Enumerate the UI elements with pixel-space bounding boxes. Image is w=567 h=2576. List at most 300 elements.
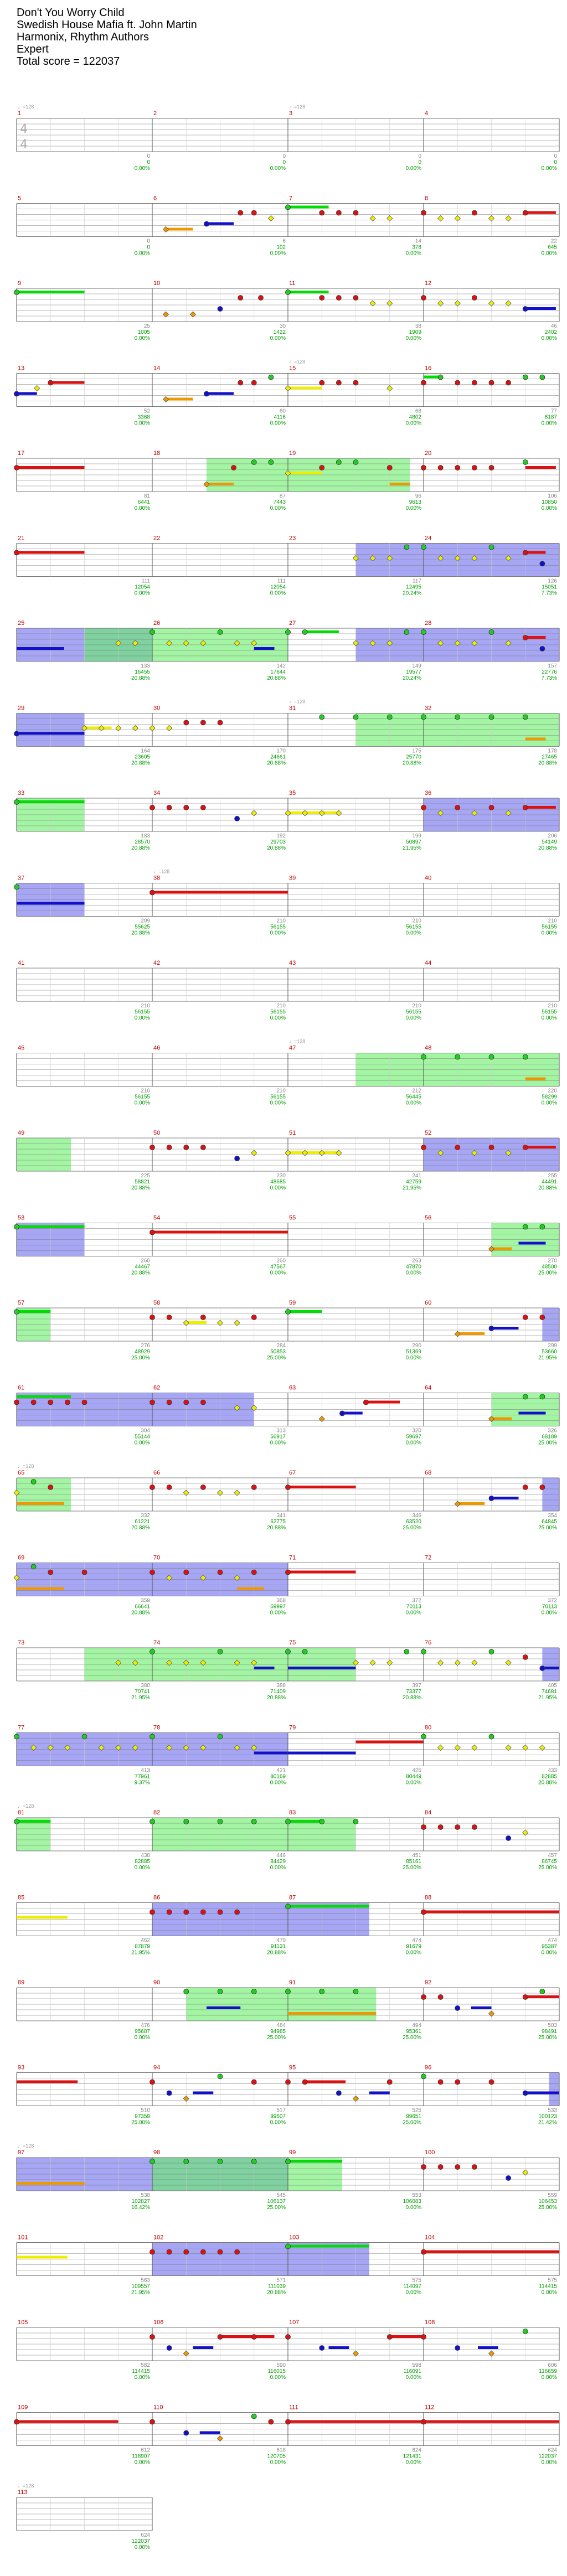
sustain-trail [17, 647, 64, 650]
measure-percent: 25.00% [267, 1355, 286, 1361]
sustain-trail [237, 1587, 264, 1590]
measure-percent: 0.00% [134, 165, 150, 172]
note-gem [387, 216, 393, 221]
note-gem [302, 810, 308, 816]
measure-score: 63520 [406, 1519, 421, 1525]
measure-percent: 20.88% [267, 675, 286, 681]
measure-51 [285, 1138, 424, 1171]
sustain-trail [492, 1418, 512, 1420]
note-gem [286, 1570, 291, 1575]
measure-score: 99607 [270, 2113, 286, 2120]
sustain-trail [288, 206, 329, 209]
sustain-trail [288, 2420, 424, 2423]
combo-count: 332 [141, 1513, 150, 1519]
measure-58 [150, 1308, 288, 1341]
measure-2 [152, 118, 288, 152]
note-gem [234, 1490, 240, 1496]
measure-percent: 0.00% [134, 1440, 150, 1446]
measure-number: 56 [425, 1214, 432, 1222]
note-gem [421, 1734, 426, 1739]
note-gem [167, 805, 172, 810]
note-gem [523, 1224, 528, 1229]
measure-110 [150, 2413, 288, 2446]
note-gem [336, 210, 341, 215]
combo-count: 175 [412, 748, 421, 754]
note-gem [370, 301, 375, 306]
measure-104 [421, 2243, 560, 2276]
measure-score: 95387 [542, 1943, 557, 1950]
combo-count: 525 [412, 2107, 421, 2114]
combo-count: 538 [141, 2192, 150, 2199]
measure-29 [14, 713, 153, 747]
measure-number: 91 [289, 1979, 296, 1986]
measure-score: 116015 [267, 2368, 286, 2375]
combo-count: 299 [548, 1343, 557, 1349]
sustain-trail [288, 1486, 356, 1488]
measure-percent: 21.95% [538, 1695, 557, 1701]
note-gem [455, 2346, 460, 2351]
note-gem [353, 2351, 359, 2356]
measure-score: 1422 [273, 329, 286, 335]
measure-percent: 20.88% [267, 760, 286, 767]
measure-score: 44491 [542, 1179, 557, 1185]
note-gem [489, 465, 494, 470]
sustain-trail [525, 806, 556, 809]
measure-number: 65 [18, 1470, 25, 1476]
song-artist: Swedish House Mafia ft. John Martin [17, 19, 197, 31]
measure-101 [17, 2243, 152, 2276]
combo-count: 624 [141, 2532, 150, 2538]
measure-44 [424, 968, 559, 1001]
measure-73 [17, 1648, 152, 1681]
measure-percent: 0.00% [541, 930, 557, 937]
measure-percent: 0.00% [541, 505, 557, 511]
tempo-marker: ♩=128 [18, 104, 34, 110]
note-gem [455, 1331, 460, 1337]
measure-77 [14, 1733, 153, 1766]
note-gem [285, 1150, 291, 1156]
combo-count: 0 [147, 153, 150, 159]
note-gem [421, 1145, 426, 1150]
note-gem [523, 307, 528, 312]
note-gem [539, 1745, 545, 1751]
note-gem [286, 2244, 291, 2249]
measure-42 [152, 968, 288, 1001]
note-gem [251, 2335, 256, 2340]
note-gem [523, 1830, 528, 1835]
measure-percent: 0.00% [134, 505, 150, 511]
measure-score: 74681 [542, 1689, 557, 1695]
tempo-marker: ♩=128 [289, 699, 306, 705]
measure-number: 45 [18, 1044, 25, 1052]
note-gem [65, 1400, 70, 1405]
measure-score: 84429 [270, 1859, 286, 1865]
measure-96 [421, 2073, 560, 2106]
note-gem [421, 545, 426, 550]
note-gem [14, 884, 19, 889]
sustain-trail [525, 2092, 559, 2094]
combo-count: 326 [548, 1427, 557, 1434]
note-gem [540, 1485, 545, 1490]
measure-percent: 25.00% [403, 2035, 421, 2041]
measure-64 [424, 1393, 559, 1426]
measure-percent: 0.00% [270, 1610, 286, 1616]
measure-score: 87879 [135, 1943, 150, 1950]
measure-number: 67 [289, 1470, 296, 1476]
note-gem [353, 296, 358, 301]
measure-score: 22776 [542, 669, 557, 675]
note-gem [238, 380, 243, 385]
measure-57 [14, 1308, 153, 1341]
measure-106 [150, 2327, 288, 2361]
measure-50 [150, 1138, 288, 1171]
measure-percent: 20.88% [267, 1949, 286, 1956]
combo-count: 618 [276, 2447, 286, 2454]
measure-percent: 20.88% [131, 1270, 150, 1276]
note-gem [523, 550, 528, 555]
note-gem [523, 1655, 528, 1660]
measure-percent: 20.88% [538, 845, 557, 851]
note-gem [48, 1400, 53, 1405]
note-gem [251, 1819, 256, 1824]
note-gem [489, 805, 494, 810]
note-gem [421, 380, 426, 385]
measure-percent: 20.88% [538, 1185, 557, 1191]
combo-count: 164 [141, 748, 150, 754]
note-gem [387, 1660, 393, 1665]
note-gem [455, 715, 460, 720]
combo-count: 304 [141, 1427, 150, 1434]
measure-percent: 0.00% [541, 2375, 557, 2381]
note-gem [540, 1224, 545, 1229]
sustain-trail [390, 2335, 424, 2338]
note-gem [523, 635, 528, 640]
measure-score: 69997 [270, 1603, 286, 1610]
note-gem [523, 715, 528, 720]
note-gem [251, 2159, 256, 2164]
note-gem [523, 460, 528, 465]
measure-score: 0 [282, 159, 286, 165]
measure-score: 80449 [406, 1773, 421, 1780]
measure-82 [150, 1818, 288, 1851]
measure-score: 0 [147, 244, 150, 251]
combo-count: 413 [141, 1767, 150, 1774]
measure-score: 94985 [270, 2029, 286, 2035]
note-gem [218, 720, 223, 725]
combo-count: 22 [550, 238, 557, 245]
note-gem [523, 210, 528, 215]
note-gem [31, 1480, 36, 1484]
measure-percent: 0.00% [405, 1015, 421, 1021]
note-gem [269, 375, 274, 380]
measure-number: 48 [425, 1044, 432, 1052]
note-gem [336, 1150, 342, 1156]
note-gem [150, 1230, 155, 1235]
measure-number: 16 [425, 365, 432, 372]
measure-percent: 0.00% [270, 250, 286, 257]
measure-score: 54149 [542, 839, 557, 845]
note-gem [200, 805, 205, 810]
note-gem [99, 726, 104, 731]
note-gem [404, 630, 409, 635]
note-gem [200, 1145, 205, 1150]
combo-count: 225 [141, 1173, 150, 1179]
combo-count: 553 [412, 2192, 421, 2199]
sustain-trail [50, 381, 84, 384]
measure-number: 17 [18, 450, 25, 457]
sustain-trail [471, 2006, 492, 2009]
note-gem [14, 2419, 19, 2424]
measure-number: 74 [153, 1639, 161, 1646]
measure-percent: 20.88% [131, 675, 150, 681]
note-gem [302, 1150, 308, 1156]
note-gem [421, 805, 426, 810]
measure-percent: 25.00% [538, 2035, 557, 2041]
measure-54 [150, 1223, 288, 1256]
measure-percent: 25.00% [403, 2119, 421, 2126]
note-gem [387, 301, 393, 306]
note-gem [286, 1310, 291, 1315]
note-gem [286, 2419, 291, 2424]
note-gem [455, 2006, 460, 2011]
measure-number: 77 [18, 1724, 25, 1731]
note-gem [286, 290, 291, 295]
measure-38 [150, 883, 288, 917]
sustain-trail [288, 1752, 356, 1755]
measure-score: 28570 [135, 839, 150, 845]
combo-count: 372 [412, 1597, 421, 1604]
measure-72 [424, 1563, 559, 1596]
note-gem [489, 1326, 494, 1331]
note-gem [218, 2159, 223, 2164]
measure-percent: 25.00% [403, 1525, 421, 1531]
note-gem [455, 1501, 460, 1507]
sustain-trail [366, 1401, 400, 1404]
measure-percent: 20.24% [403, 590, 421, 597]
measure-score: 97359 [135, 2113, 150, 2120]
note-gem [204, 221, 209, 226]
measure-5 [17, 204, 152, 237]
measure-score: 50853 [270, 1349, 286, 1355]
measure-percent: 0.00% [405, 1355, 421, 1361]
measure-12 [421, 288, 560, 322]
combo-count: 60 [279, 408, 286, 415]
measure-113 [17, 2497, 152, 2531]
note-gem [387, 386, 393, 391]
measure-percent: 16.42% [131, 2205, 150, 2211]
measure-84 [421, 1818, 560, 1851]
note-gem [251, 1150, 257, 1156]
combo-count: 68 [415, 408, 421, 415]
measure-number: 69 [18, 1554, 25, 1561]
note-gem [167, 1145, 172, 1150]
measure-number: 105 [18, 2319, 28, 2326]
measure-number: 15 [289, 365, 296, 372]
note-gem [336, 296, 341, 301]
measure-30 [150, 713, 288, 747]
measure-number: 84 [425, 1809, 432, 1816]
measure-percent: 0.00% [134, 1100, 150, 1106]
measure-score: 62775 [270, 1519, 286, 1525]
measure-score: 15051 [542, 584, 557, 591]
measure-score: 114097 [403, 2283, 421, 2290]
combo-count: 284 [276, 1343, 286, 1349]
measure-91 [286, 1988, 424, 2021]
measure-number: 52 [425, 1130, 432, 1136]
combo-count: 503 [548, 2022, 557, 2029]
measure-percent: 0.00% [270, 930, 286, 937]
sustain-trail [305, 630, 339, 633]
note-gem [523, 2170, 528, 2175]
measure-score: 56155 [135, 1094, 150, 1100]
measure-score: 109557 [131, 2283, 150, 2290]
measure-17 [14, 458, 153, 492]
note-gem [489, 1734, 494, 1739]
measure-percent: 0.00% [405, 250, 421, 257]
sustain-trail [305, 2081, 346, 2083]
measure-49 [17, 1138, 152, 1171]
note-gem [31, 1400, 36, 1405]
note-gem [387, 2335, 392, 2340]
measure-score: 16455 [135, 669, 150, 675]
measure-24 [421, 544, 560, 577]
measure-score: 116659 [539, 2368, 557, 2375]
combo-count: 183 [141, 833, 150, 839]
measure-score: 102827 [131, 2199, 150, 2205]
note-gem [455, 216, 460, 221]
note-gem [353, 1819, 358, 1824]
combo-count: 199 [412, 833, 421, 839]
combo-count: 52 [143, 408, 150, 415]
sustain-trail [186, 1321, 207, 1324]
combo-count: 276 [141, 1343, 150, 1349]
note-gem [48, 1570, 53, 1575]
measure-percent: 25.00% [267, 2035, 286, 2041]
combo-count: 405 [548, 1683, 557, 1689]
note-gem [523, 2091, 528, 2096]
measure-number: 97 [18, 2149, 25, 2156]
measure-number: 57 [18, 1300, 25, 1306]
note-gem [150, 1315, 155, 1320]
measure-number: 31 [289, 705, 296, 712]
measure-40 [424, 883, 559, 917]
note-gem [319, 210, 324, 215]
note-gem [184, 1570, 189, 1575]
measure-number: 92 [425, 1979, 432, 1986]
sustain-trail [288, 291, 329, 293]
note-gem [438, 1825, 443, 1830]
measure-score: 56917 [270, 1434, 286, 1440]
measure-percent: 20.88% [131, 1610, 150, 1616]
combo-count: 368 [276, 1597, 286, 1604]
measure-number: 47 [289, 1044, 296, 1052]
measure-percent: 25.00% [538, 1525, 557, 1531]
measure-number: 76 [425, 1639, 432, 1646]
note-gem [438, 1995, 443, 2000]
sustain-trail [288, 2160, 342, 2163]
time-signature-top: 4 [20, 122, 28, 136]
measure-number: 13 [18, 365, 25, 372]
measure-score: 27465 [542, 754, 557, 761]
measure-percent: 20.88% [267, 845, 286, 851]
measure-score: 55625 [135, 924, 150, 930]
measure-18 [152, 458, 288, 492]
note-gem [523, 1394, 528, 1399]
note-gem [218, 1910, 223, 1915]
measure-percent: 0.00% [405, 335, 421, 342]
combo-count: 14 [415, 238, 421, 245]
measure-number: 85 [18, 1894, 25, 1901]
note-gem [251, 380, 256, 385]
note-gem [251, 2414, 256, 2419]
note-gem [251, 1315, 256, 1320]
note-gem [218, 1490, 223, 1496]
sustain-trail [525, 1146, 556, 1149]
note-gem [540, 1666, 545, 1671]
sustain-trail [519, 1242, 546, 1245]
measure-percent: 0.00% [405, 2289, 421, 2296]
measure-number: 50 [153, 1130, 161, 1136]
sustain-trail [329, 2346, 349, 2349]
measure-76 [421, 1648, 560, 1681]
measure-number: 44 [425, 960, 432, 966]
note-gem [336, 380, 341, 385]
measure-percent: 0.00% [405, 1100, 421, 1106]
note-gem [14, 1734, 19, 1739]
measure-score: 47567 [270, 1264, 286, 1270]
note-gem [455, 1145, 460, 1150]
measure-score: 61221 [135, 1519, 150, 1525]
note-gem [540, 375, 545, 380]
measure-percent: 0.00% [405, 1949, 421, 1956]
note-gem [200, 1910, 205, 1915]
measure-percent: 25.00% [538, 2205, 557, 2211]
combo-count: 598 [412, 2362, 421, 2368]
measure-percent: 0.00% [270, 1015, 286, 1021]
combo-count: 77 [550, 408, 557, 415]
measure-22 [152, 544, 288, 577]
measure-number: 79 [289, 1724, 296, 1731]
combo-count: 341 [276, 1513, 286, 1519]
note-gem [285, 386, 291, 391]
note-gem [234, 1320, 240, 1326]
note-gem [150, 890, 155, 895]
note-gem [150, 2335, 155, 2340]
note-gem [421, 2419, 426, 2424]
measure-67 [286, 1478, 424, 1511]
combo-count: 111 [277, 578, 286, 584]
difficulty-label: Expert [17, 43, 49, 55]
measure-number: 88 [425, 1894, 432, 1901]
sustain-trail [342, 1412, 363, 1415]
combo-count: 209 [141, 918, 150, 924]
note-gem [302, 1649, 307, 1654]
combo-count: 263 [412, 1258, 421, 1264]
measure-percent: 0.00% [270, 1270, 286, 1276]
note-gem [455, 380, 460, 385]
measure-number: 89 [18, 1979, 25, 1986]
measure-85 [17, 1903, 152, 1936]
measure-score: 1909 [409, 329, 421, 335]
measure-score: 4116 [274, 414, 286, 421]
measure-7 [286, 204, 424, 237]
note-gem [472, 210, 477, 215]
note-gem [523, 2329, 528, 2334]
measure-percent: 0.00% [405, 2459, 421, 2466]
measure-percent: 0.00% [270, 505, 286, 511]
note-gem [472, 1825, 477, 1830]
measure-number: 112 [425, 2404, 435, 2411]
